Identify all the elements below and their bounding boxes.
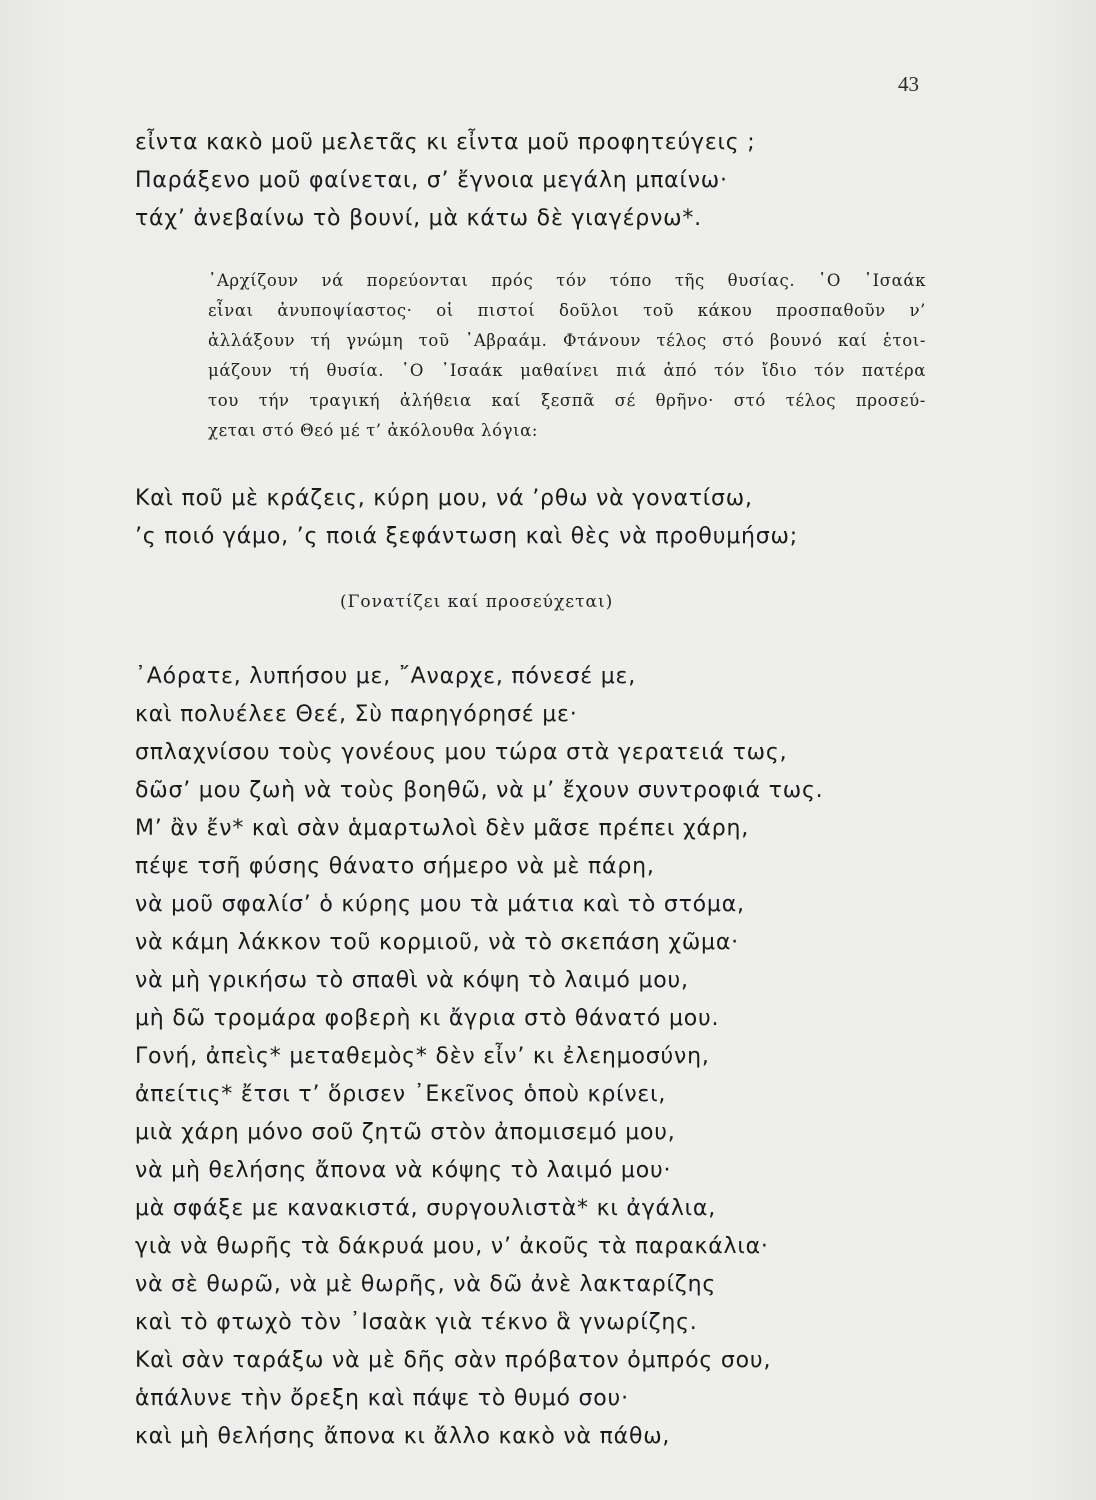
verse-line: ἁπάλυνε τὴν ὄρεξη καὶ πάψε τὸ θυμό σου· [135,1386,629,1411]
prose-line: ἀλλάξουν τή γνώμη τοῦ ᾿Αβραάμ. Φτάνουν τέλος στό βουνό καί ἑτοι- [208,331,926,350]
verse-line: νὰ κάμη λάκκον τοῦ κορμιοῦ, νὰ τὸ σκεπάση χῶμα· [135,930,739,955]
prose-line: χεται στό Θεό μέ τ’ ἀκόλουθα λόγια: [208,421,539,440]
verse-line: μὰ σφάξε με κανακιστά, συργουλιστὰ* κι ἀγάλια, [135,1196,717,1221]
verse-line: σπλαχνίσου τοὺς γονέους μου τώρα στὰ γερατειά τως, [135,740,788,765]
verse-line: Καὶ σὰν ταράξω νὰ μὲ δῆς σὰν πρόβατον ὀμπρός σου, [135,1348,772,1373]
verse-line: πέψε τσῆ φύσης θάνατο σήμερο νὰ μὲ πάρη, [135,854,655,879]
verse-line: νὰ μὴ γρικήσω τὸ σπαθὶ νὰ κόψη τὸ λαιμό μου, [135,968,689,993]
verse-line: Γονή, ἀπεὶς* μεταθεμὸς* δὲν εἶν’ κι ἐλεημοσύνη, [135,1044,710,1069]
verse-line: Παράξενο μοῦ φαίνεται, σ’ ἔγνοια μεγάλη μπαίνω· [135,168,728,193]
verse-line: ’ς ποιό γάμο, ’ς ποιά ξεφάντωση καὶ θὲς νὰ προθυμήσω; [135,524,798,549]
verse-line: νὰ σὲ θωρῶ, νὰ μὲ θωρῆς, νὰ δῶ ἀνὲ λακταρίζης [135,1272,717,1297]
prose-line: μάζουν τή θυσία. ῾Ο ᾿Ισαάκ μαθαίνει πιά ἀπό τόν ἴδιο τόν πατέρα [208,361,926,380]
verse-line: νὰ μὴ θελήσης ἄπονα νὰ κόψης τὸ λαιμό μου· [135,1158,672,1183]
prose-line: του τήν τραγική ἀλήθεια καί ξεσπᾶ σέ θρῆνο· στό τέλος προσεύ- [208,391,926,410]
prose-line: εἶναι ἀνυποψίαστος· οἱ πιστοί δοῦλοι τοῦ κάκου προσπαθοῦν ν’ [208,301,926,320]
verse-line: καὶ τὸ φτωχὸ τὸν ᾿Ισαὰκ γιὰ τέκνο ἃ γνωρίζης. [135,1310,698,1335]
verse-line: εἶντα κακὸ μοῦ μελετᾶς κι εἶντα μοῦ προφητεύγεις ; [135,130,756,155]
verse-line: τάχ’ ἀνεβαίνω τὸ βουνί, μὰ κάτω δὲ γιαγέρνω*. [135,206,702,231]
verse-line: Μ’ ἂν ἔν* καὶ σὰν ἁμαρτωλοὶ δὲν μᾶσε πρέπει χάρη, [135,816,750,841]
verse-line: Καὶ ποῦ μὲ κράζεις, κύρη μου, νά ’ρθω νὰ γονατίσω, [135,486,753,511]
page-number: 43 [898,72,919,96]
stage-direction: (Γονατίζει καί προσεύχεται) [340,592,614,612]
verse-line: καὶ πολυέλεε Θεέ, Σὺ παρηγόρησέ με· [135,702,578,727]
verse-line: γιὰ νὰ θωρῆς τὰ δάκρυά μου, ν’ ἀκοῦς τὰ παρακάλια· [135,1234,769,1259]
prose-line: ᾿Αρχίζουν νά πορεύονται πρός τόν τόπο τῆς θυσίας. ῾Ο ᾿Ισαάκ [208,271,926,290]
verse-line: μὴ δῶ τρομάρα φοβερὴ κι ἄγρια στὸ θάνατό μου. [135,1006,720,1031]
verse-line: καὶ μὴ θελήσης ἄπονα κι ἄλλο κακὸ νὰ πάθω, [135,1424,671,1449]
verse-line: δῶσ’ μου ζωὴ νὰ τοὺς βοηθῶ, νὰ μ’ ἔχουν συντροφιά τως. [135,778,824,803]
verse-line: ᾿Αόρατε, λυπήσου με, ῎Αναρχε, πόνεσέ με, [135,664,637,689]
verse-line: νὰ μοῦ σφαλίσ’ ὁ κύρης μου τὰ μάτια καὶ τὸ στόμα, [135,892,745,917]
verse-line: ἀπείτις* ἔτσι τ’ ὅρισεν ᾿Εκεῖνος ὁποὺ κρίνει, [135,1082,667,1107]
verse-block-bottom [135,658,823,1456]
prose-paragraph [208,266,926,446]
verse-block-top [135,124,756,238]
verse-block-middle [135,480,798,556]
verse-line: μιὰ χάρη μόνο σοῦ ζητῶ στὸν ἀπομισεμό μου, [135,1120,676,1145]
